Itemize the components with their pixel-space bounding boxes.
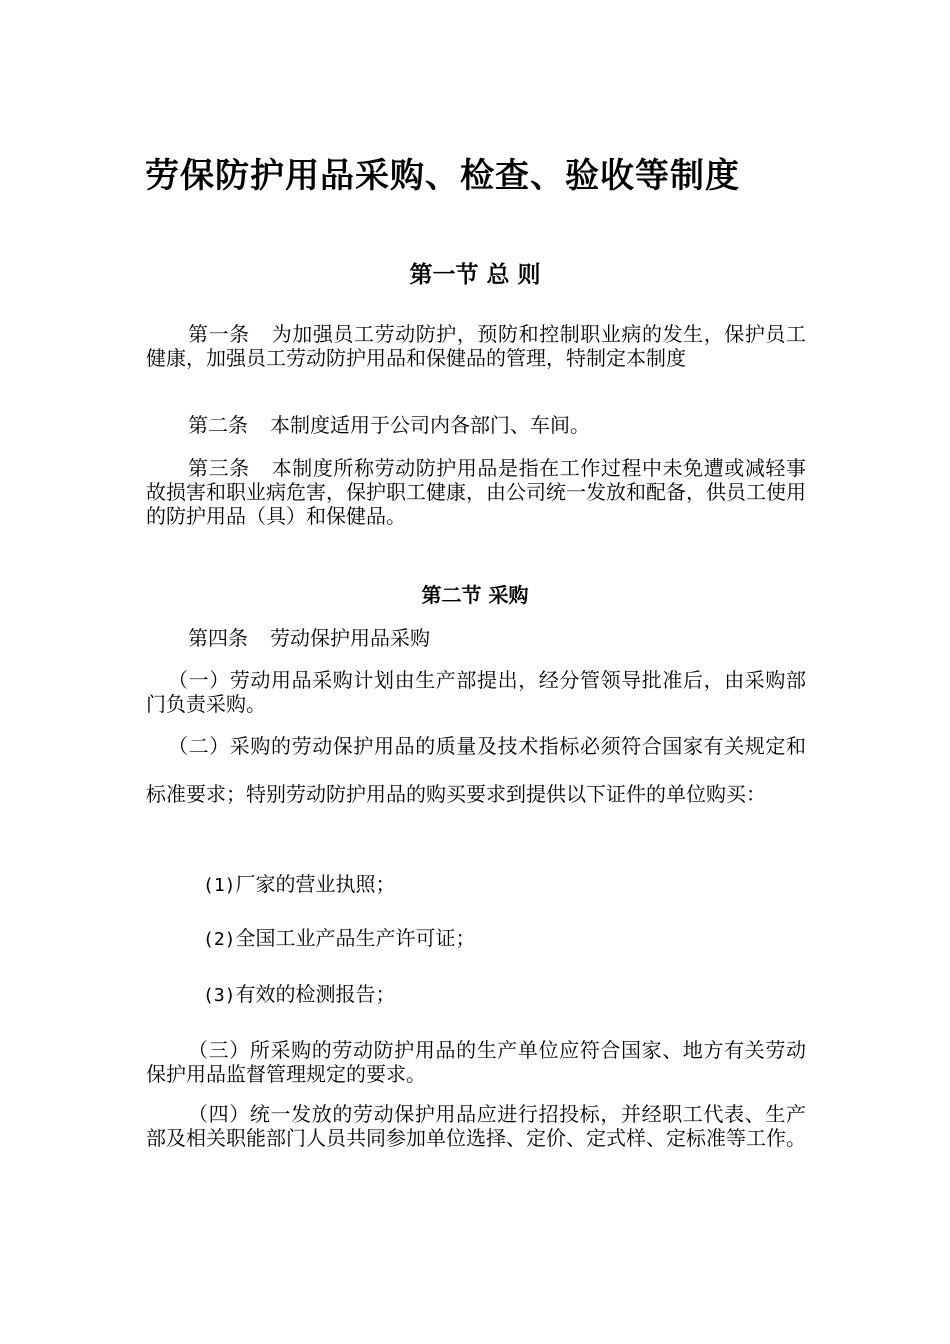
article-4 xyxy=(146,626,806,650)
article-1-label: 第一条 xyxy=(188,322,250,346)
list-item-text: 全国工业产品生产许可证； xyxy=(235,926,476,950)
list-item-number: (2) xyxy=(203,929,236,950)
article-4-label: 第四条 xyxy=(188,626,248,650)
article-1-text: 为加强员工劳动防护，预防和控制职业病的发生，保护员工健康，加强员工劳动防护用品和保健品的管理，特制定本制度 xyxy=(146,322,807,370)
list-item xyxy=(203,924,476,954)
clause-1: （一）劳动用品采购计划由生产部提出，经分管领导批准后，由采购部门负责采购。 xyxy=(146,668,806,716)
article-3-label: 第三条 xyxy=(188,456,250,480)
section-heading-general: 第一节 总 则 xyxy=(409,262,541,288)
article-2-text: 本制度适用于公司内各部门、车间。 xyxy=(270,413,590,437)
article-3-text: 本制度所称劳动防护用品是指在工作过程中未免遭或减轻事故损害和职业病危害，保护职工健康，由公司统一发放和配备，供员工使用的防护用品（具）和保健品。 xyxy=(146,456,807,528)
article-3 xyxy=(146,456,806,528)
article-4-text: 劳动保护用品采购 xyxy=(270,626,430,650)
article-2-label: 第二条 xyxy=(188,413,248,437)
section-heading-procurement: 第二节 采购 xyxy=(421,583,529,607)
list-item-number: (1) xyxy=(203,875,236,896)
clause-3: （三）所采购的劳动防护用品的生产单位应符合国家、地方有关劳动保护用品监督管理规定的要求。 xyxy=(146,1038,806,1086)
list-item-number: (3) xyxy=(203,985,236,1006)
clause-4: （四）统一发放的劳动保护用品应进行招投标，并经职工代表、生产部及相关职能部门人员共同参加单位选择、定价、定式样、定标准等工作。 xyxy=(146,1102,806,1150)
list-item-text: 有效的检测报告； xyxy=(235,982,396,1006)
article-2 xyxy=(146,413,806,437)
clause-2: （二）采购的劳动保护用品的质量及技术指标必须符合国家有关规定和标准要求；特别劳动防护用品的购买要求到提供以下证件的单位购买： xyxy=(146,734,806,806)
list-item xyxy=(203,870,396,900)
list-item xyxy=(203,980,396,1010)
article-1 xyxy=(146,322,806,370)
list-item-text: 厂家的营业执照； xyxy=(235,872,396,896)
document-title: 劳保防护用品采购、检查、验收等制度 xyxy=(145,156,740,196)
